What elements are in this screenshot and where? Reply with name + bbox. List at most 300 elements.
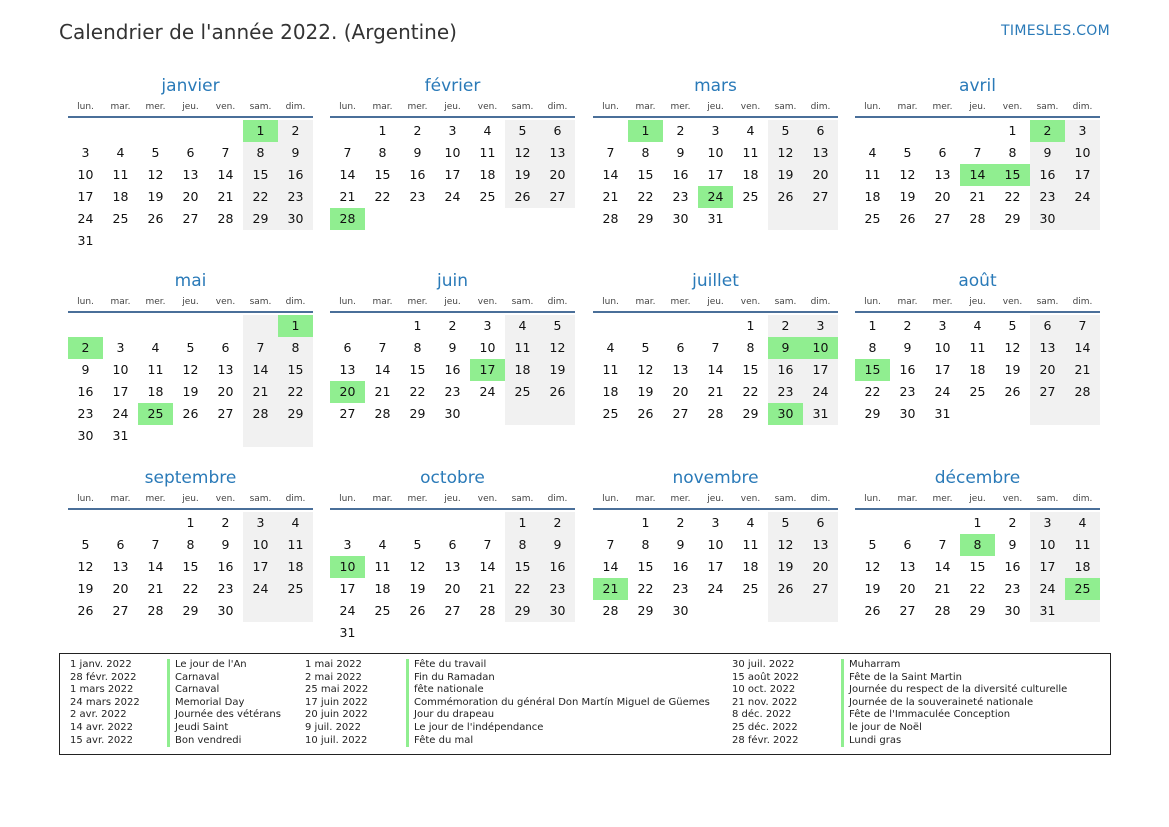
empty-day-cell	[435, 512, 470, 534]
day-cell: 19	[505, 164, 540, 186]
day-cell: 13	[217, 362, 234, 377]
day-cell: 11	[602, 362, 619, 377]
month-name: août	[958, 271, 997, 291]
day-cell: 18	[112, 189, 129, 204]
day-cell: 25	[602, 406, 619, 421]
weekday-label: mer.	[670, 102, 691, 112]
day-cell: 18	[969, 362, 986, 377]
weekday-label: mer.	[407, 297, 428, 307]
empty-day-cell	[1065, 600, 1100, 622]
weekday-label: sam.	[249, 102, 272, 112]
day-cell: 16	[444, 362, 461, 377]
legend-date: 8 déc. 2022	[732, 709, 792, 721]
weekday-label: dim.	[547, 494, 568, 504]
day-cell: 27	[934, 211, 951, 226]
weekday-label: mer.	[932, 297, 953, 307]
day-cell: 3	[711, 123, 720, 138]
day-grid	[68, 512, 313, 622]
day-cell: 9	[221, 537, 230, 552]
day-cell: 12	[637, 362, 654, 377]
weekday-label: mer.	[145, 494, 166, 504]
day-cell: 20	[899, 581, 916, 596]
day-cell: 19	[768, 556, 803, 578]
day-cell: 11	[969, 340, 986, 355]
day-cell: 13	[803, 142, 838, 164]
day-cell: 11	[742, 537, 759, 552]
weekday-label: lun.	[77, 102, 94, 112]
day-cell: 3	[343, 537, 352, 552]
empty-day-cell	[138, 425, 173, 447]
legend-names-col-1	[167, 659, 281, 747]
day-cell: 2	[278, 120, 313, 142]
day-cell: 20	[540, 164, 575, 186]
day-cell: 9	[413, 145, 422, 160]
day-cell: 14	[339, 167, 356, 182]
day-cell: 27	[672, 406, 689, 421]
day-cell: 11	[1065, 534, 1100, 556]
weekday-label: sam.	[1036, 297, 1059, 307]
weekday-label: ven.	[477, 102, 498, 112]
empty-day-cell	[470, 208, 505, 230]
weekday-header	[593, 293, 838, 313]
day-cell: 6	[1030, 315, 1065, 337]
day-cell: 18	[742, 167, 759, 182]
weekday-header	[593, 98, 838, 118]
legend-holiday-name: fête nationale	[406, 684, 710, 697]
empty-day-cell	[1030, 403, 1065, 425]
day-cell: 1	[973, 515, 982, 530]
day-cell: 3	[1030, 512, 1065, 534]
day-cell: 13	[1030, 337, 1065, 359]
day-cell: 25	[505, 381, 540, 403]
day-cell: 12	[409, 559, 426, 574]
day-cell: 7	[343, 145, 352, 160]
weekday-label: lun.	[77, 297, 94, 307]
day-cell: 4	[868, 145, 877, 160]
day-cell: 24	[444, 189, 461, 204]
day-cell: 8	[243, 142, 278, 164]
day-cell: 6	[186, 145, 195, 160]
weekday-label: mar.	[372, 102, 393, 112]
empty-day-cell	[103, 230, 138, 252]
day-cell: 2	[221, 515, 230, 530]
day-grid	[593, 512, 838, 622]
day-cell: 22	[243, 186, 278, 208]
weekday-label: jeu.	[707, 297, 724, 307]
day-cell: 23	[444, 384, 461, 399]
legend-holiday-name: Fête du mal	[406, 735, 710, 748]
legend-date: 21 nov. 2022	[732, 696, 798, 708]
month-février	[330, 74, 575, 230]
month-avril	[855, 74, 1100, 230]
legend-holiday-name: le jour de Noël	[841, 722, 1067, 735]
day-cell: 14	[147, 559, 164, 574]
day-cell: 3	[1065, 120, 1100, 142]
holiday-day-cell: 15	[855, 359, 890, 381]
day-cell: 29	[243, 208, 278, 230]
month-name: janvier	[161, 76, 220, 96]
legend-holiday-name: Carnaval	[167, 684, 281, 697]
day-cell: 25	[864, 211, 881, 226]
day-cell: 19	[768, 164, 803, 186]
day-cell: 11	[374, 559, 391, 574]
day-cell: 2	[448, 318, 457, 333]
day-cell: 5	[151, 145, 160, 160]
day-cell: 13	[112, 559, 129, 574]
day-cell: 8	[641, 145, 650, 160]
day-cell: 28	[934, 603, 951, 618]
day-cell: 28	[374, 406, 391, 421]
day-cell: 16	[1004, 559, 1021, 574]
empty-day-cell	[330, 512, 365, 534]
day-cell: 2	[676, 515, 685, 530]
day-cell: 3	[116, 340, 125, 355]
day-cell: 31	[112, 428, 129, 443]
day-cell: 29	[742, 406, 759, 421]
day-cell: 28	[217, 211, 234, 226]
weekday-label: mar.	[372, 494, 393, 504]
legend-date: 2 mai 2022	[305, 671, 362, 683]
day-cell: 9	[903, 340, 912, 355]
empty-day-cell	[540, 622, 575, 644]
legend-date: 25 déc. 2022	[732, 721, 798, 733]
day-cell: 28	[479, 603, 496, 618]
weekday-label: sam.	[1036, 494, 1059, 504]
day-cell: 27	[182, 211, 199, 226]
empty-day-cell	[768, 208, 803, 230]
month-mai	[68, 269, 313, 447]
day-cell: 26	[182, 406, 199, 421]
day-cell: 15	[278, 359, 313, 381]
day-cell: 26	[505, 186, 540, 208]
day-cell: 19	[864, 581, 881, 596]
day-cell: 23	[1030, 186, 1065, 208]
day-cell: 12	[1004, 340, 1021, 355]
legend-date: 14 avr. 2022	[70, 721, 133, 733]
legend-holiday-name: Commémoration du général Don Martín Miguel de Güemes	[406, 697, 710, 710]
legend-holiday-name: Memorial Day	[167, 697, 281, 710]
day-cell: 23	[77, 406, 94, 421]
month-name: novembre	[672, 468, 759, 488]
weekday-label: jeu.	[444, 102, 461, 112]
weekday-header	[330, 293, 575, 313]
day-cell: 10	[444, 145, 461, 160]
day-cell: 17	[444, 167, 461, 182]
day-cell: 27	[540, 186, 575, 208]
weekday-label: jeu.	[444, 297, 461, 307]
legend-date: 2 avr. 2022	[70, 709, 127, 721]
weekday-label: sam.	[511, 494, 534, 504]
legend-holiday-name: Lundi gras	[841, 735, 1067, 748]
day-cell: 18	[479, 167, 496, 182]
day-cell: 11	[278, 534, 313, 556]
empty-day-cell	[593, 315, 628, 337]
day-cell: 23	[409, 189, 426, 204]
holiday-day-cell: 8	[960, 534, 995, 556]
legend-date: 1 mai 2022	[305, 659, 362, 670]
legend-holiday-name: Fête du travail	[406, 659, 710, 672]
legend-holiday-name: Jour du drapeau	[406, 709, 710, 722]
day-cell: 23	[278, 186, 313, 208]
empty-day-cell	[733, 600, 768, 622]
day-cell: 21	[147, 581, 164, 596]
month-name: avril	[959, 76, 996, 96]
day-cell: 15	[182, 559, 199, 574]
empty-day-cell	[138, 512, 173, 534]
day-cell: 27	[444, 603, 461, 618]
day-cell: 11	[742, 145, 759, 160]
brand-link[interactable]: TIMESLES.COM	[1001, 23, 1110, 39]
empty-day-cell	[278, 600, 313, 622]
weekday-label: mar.	[635, 297, 656, 307]
weekday-label: mer.	[407, 102, 428, 112]
day-cell: 23	[1004, 581, 1021, 596]
day-cell: 5	[768, 512, 803, 534]
weekday-label: dim.	[547, 102, 568, 112]
day-cell: 31	[339, 625, 356, 640]
day-cell: 9	[81, 362, 90, 377]
day-cell: 24	[243, 578, 278, 600]
day-cell: 6	[343, 340, 352, 355]
weekday-label: dim.	[1072, 494, 1093, 504]
day-cell: 6	[903, 537, 912, 552]
day-cell: 14	[479, 559, 496, 574]
day-cell: 17	[707, 167, 724, 182]
legend-date: 28 févr. 2022	[732, 734, 799, 746]
weekday-label: jeu.	[444, 494, 461, 504]
weekday-header	[330, 490, 575, 510]
day-cell: 19	[1004, 362, 1021, 377]
weekday-label: mer.	[670, 494, 691, 504]
day-cell: 7	[221, 145, 230, 160]
day-cell: 24	[803, 381, 838, 403]
day-cell: 13	[803, 534, 838, 556]
weekday-label: lun.	[602, 494, 619, 504]
day-cell: 6	[116, 537, 125, 552]
day-cell: 30	[899, 406, 916, 421]
day-cell: 15	[374, 167, 391, 182]
day-cell: 21	[934, 581, 951, 596]
day-cell: 16	[672, 559, 689, 574]
day-cell: 15	[409, 362, 426, 377]
legend-holiday-name: Jeudi Saint	[167, 722, 281, 735]
weekday-label: ven.	[477, 494, 498, 504]
day-cell: 30	[540, 600, 575, 622]
day-cell: 22	[505, 578, 540, 600]
weekday-label: ven.	[1002, 494, 1023, 504]
weekday-label: mar.	[372, 297, 393, 307]
weekday-label: sam.	[249, 494, 272, 504]
day-cell: 23	[217, 581, 234, 596]
weekday-label: ven.	[215, 494, 236, 504]
day-cell: 19	[147, 189, 164, 204]
day-cell: 16	[217, 559, 234, 574]
day-cell: 7	[483, 537, 492, 552]
empty-day-cell	[960, 120, 995, 142]
empty-day-cell	[470, 512, 505, 534]
weekday-label: sam.	[774, 297, 797, 307]
legend-date: 15 avr. 2022	[70, 734, 133, 746]
weekday-label: sam.	[774, 102, 797, 112]
day-cell: 21	[1065, 359, 1100, 381]
legend-holiday-name: Le jour de l'An	[167, 659, 281, 672]
day-cell: 9	[676, 145, 685, 160]
day-grid	[593, 315, 838, 425]
day-cell: 19	[77, 581, 94, 596]
holiday-day-cell: 21	[593, 578, 628, 600]
month-janvier	[68, 74, 313, 252]
weekday-header	[855, 293, 1100, 313]
weekday-label: sam.	[774, 494, 797, 504]
day-cell: 2	[903, 318, 912, 333]
day-cell: 13	[934, 167, 951, 182]
weekday-label: jeu.	[182, 297, 199, 307]
holiday-day-cell: 2	[1030, 120, 1065, 142]
day-cell: 27	[339, 406, 356, 421]
day-cell: 7	[378, 340, 387, 355]
day-cell: 17	[803, 359, 838, 381]
day-cell: 15	[505, 556, 540, 578]
day-cell: 30	[1004, 603, 1021, 618]
day-cell: 15	[969, 559, 986, 574]
day-cell: 4	[483, 123, 492, 138]
empty-day-cell	[925, 512, 960, 534]
weekday-label: sam.	[511, 297, 534, 307]
empty-day-cell	[138, 230, 173, 252]
weekday-label: jeu.	[969, 102, 986, 112]
day-cell: 8	[278, 337, 313, 359]
day-grid	[855, 120, 1100, 230]
legend-holiday-name: Carnaval	[167, 672, 281, 685]
legend-holiday-name: Journée du respect de la diversité culturelle	[841, 684, 1067, 697]
day-grid	[330, 315, 575, 425]
legend-date: 17 juin 2022	[305, 696, 368, 708]
empty-day-cell	[103, 512, 138, 534]
day-cell: 16	[540, 556, 575, 578]
weekday-label: mer.	[932, 494, 953, 504]
empty-day-cell	[208, 315, 243, 337]
weekday-label: sam.	[1036, 102, 1059, 112]
weekday-label: mar.	[897, 297, 918, 307]
holiday-day-cell: 1	[278, 315, 313, 337]
day-cell: 25	[742, 189, 759, 204]
day-cell: 25	[112, 211, 129, 226]
empty-day-cell	[733, 208, 768, 230]
holiday-day-cell: 2	[68, 337, 103, 359]
empty-day-cell	[960, 403, 995, 425]
legend-holiday-name: Fête de la Saint Martin	[841, 672, 1067, 685]
day-cell: 25	[278, 578, 313, 600]
day-cell: 3	[711, 515, 720, 530]
day-cell: 5	[768, 120, 803, 142]
day-cell: 20	[803, 164, 838, 186]
day-cell: 11	[147, 362, 164, 377]
empty-day-cell	[103, 120, 138, 142]
day-cell: 11	[112, 167, 129, 182]
day-cell: 21	[969, 189, 986, 204]
empty-day-cell	[435, 208, 470, 230]
day-cell: 2	[1008, 515, 1017, 530]
day-cell: 20	[672, 384, 689, 399]
empty-day-cell	[995, 403, 1030, 425]
day-cell: 10	[243, 534, 278, 556]
day-cell: 26	[637, 406, 654, 421]
day-cell: 30	[77, 428, 94, 443]
weekday-label: dim.	[1072, 102, 1093, 112]
day-cell: 7	[711, 340, 720, 355]
day-cell: 25	[374, 603, 391, 618]
day-cell: 8	[746, 340, 755, 355]
legend-dates-col-1	[70, 659, 140, 747]
holiday-legend	[59, 653, 1111, 755]
weekday-label: lun.	[339, 494, 356, 504]
day-cell: 5	[641, 340, 650, 355]
day-cell: 16	[409, 167, 426, 182]
weekday-label: lun.	[339, 297, 356, 307]
legend-holiday-name: Journée de la souveraineté nationale	[841, 697, 1067, 710]
weekday-label: mar.	[635, 494, 656, 504]
day-cell: 1	[505, 512, 540, 534]
day-cell: 18	[278, 556, 313, 578]
day-cell: 26	[768, 578, 803, 600]
day-cell: 10	[1065, 142, 1100, 164]
legend-names-col-3	[841, 659, 1067, 747]
day-cell: 22	[1004, 189, 1021, 204]
empty-day-cell	[593, 120, 628, 142]
weekday-header	[68, 490, 313, 510]
empty-day-cell	[470, 403, 505, 425]
day-cell: 21	[602, 189, 619, 204]
holiday-day-cell: 17	[470, 359, 505, 381]
month-name: juin	[437, 271, 468, 291]
day-cell: 8	[505, 534, 540, 556]
day-cell: 8	[868, 340, 877, 355]
day-cell: 27	[899, 603, 916, 618]
month-name: mars	[694, 76, 737, 96]
day-cell: 7	[606, 145, 615, 160]
day-cell: 19	[409, 581, 426, 596]
day-cell: 8	[641, 537, 650, 552]
day-cell: 9	[1008, 537, 1017, 552]
empty-day-cell	[208, 120, 243, 142]
day-cell: 27	[112, 603, 129, 618]
day-cell: 29	[637, 211, 654, 226]
day-cell: 9	[448, 340, 457, 355]
day-cell: 2	[540, 512, 575, 534]
day-cell: 6	[221, 340, 230, 355]
weekday-label: mar.	[897, 494, 918, 504]
day-cell: 11	[479, 145, 496, 160]
day-cell: 23	[768, 381, 803, 403]
legend-holiday-name: Fête de l'Immaculée Conception	[841, 709, 1067, 722]
day-cell: 15	[742, 362, 759, 377]
empty-day-cell	[435, 622, 470, 644]
day-cell: 27	[217, 406, 234, 421]
day-cell: 7	[243, 337, 278, 359]
day-cell: 28	[1065, 381, 1100, 403]
day-cell: 26	[77, 603, 94, 618]
day-cell: 4	[116, 145, 125, 160]
legend-date: 15 août 2022	[732, 671, 800, 683]
legend-holiday-name: Journée des vétérans	[167, 709, 281, 722]
weekday-header	[68, 98, 313, 118]
day-cell: 3	[938, 318, 947, 333]
day-cell: 30	[217, 603, 234, 618]
day-cell: 11	[864, 167, 881, 182]
day-cell: 16	[899, 362, 916, 377]
day-cell: 13	[444, 559, 461, 574]
month-name: octobre	[420, 468, 485, 488]
